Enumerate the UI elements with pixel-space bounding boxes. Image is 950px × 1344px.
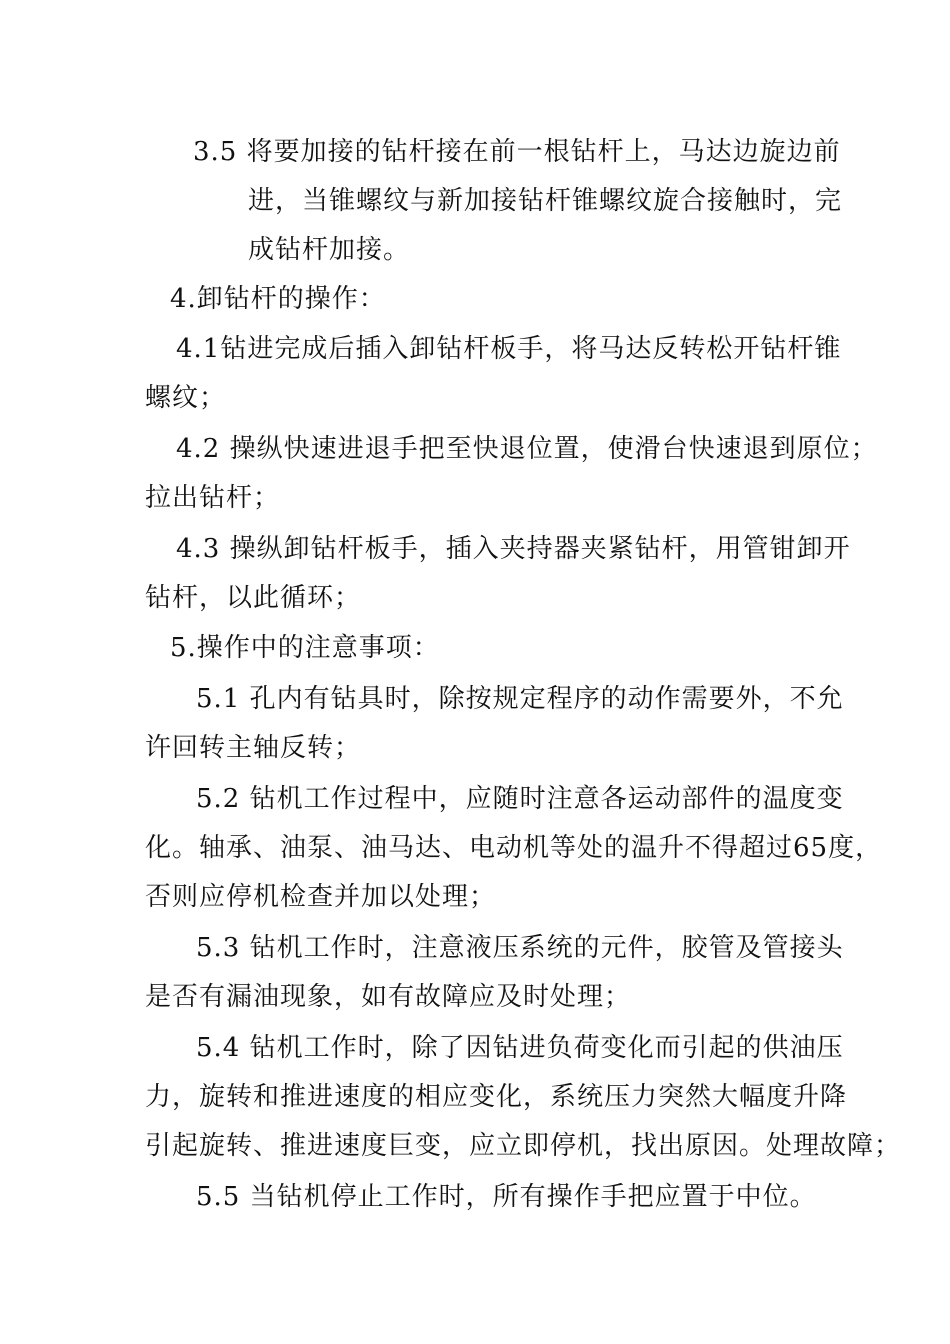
text-line: 3.5 将要加接的钻杆接在前一根钻杆上，马达边旋边前 [193,137,841,167]
section-heading: 4.卸钻杆的操作： [170,284,386,314]
text-line: 5.1 孔内有钻具时，除按规定程序的动作需要外，不允 [196,684,844,714]
text-line: 5.3 钻机工作时，注意液压系统的元件，胶管及管接头 [196,933,844,963]
text-line: 5.4 钻机工作时，除了因钻进负荷变化而引起的供油压 [196,1033,844,1063]
text-line: 5.5 当钻机停止工作时，所有操作手把应置于中位。 [196,1182,817,1212]
section-heading: 5.操作中的注意事项： [170,633,440,663]
text-line: 是否有漏油现象，如有故障应及时处理； [145,982,632,1012]
text-line: 进，当锥螺纹与新加接钻杆锥螺纹旋合接触时，完 [248,186,843,216]
text-line: 化。轴承、油泵、油马达、电动机等处的温升不得超过65度， [145,833,883,863]
text-line: 许回转主轴反转； [145,733,362,763]
text-line: 钻杆，以此循环； [145,583,362,613]
text-line: 4.3 操纵卸钻杆板手，插入夹持器夹紧钻杆，用管钳卸开 [176,534,851,564]
text-line: 拉出钻杆； [145,483,281,513]
text-line: 5.2 钻机工作过程中，应随时注意各运动部件的温度变 [196,784,844,814]
text-line: 成钻杆加接。 [248,235,411,265]
text-line: 引起旋转、推进速度巨变，应立即停机，找出原因。处理故障； [145,1131,902,1161]
text-line: 力，旋转和推进速度的相应变化，系统压力突然大幅度升降 [145,1082,848,1112]
text-line: 螺纹； [145,383,227,413]
text-line: 4.2 操纵快速进退手把至快退位置，使滑台快速退到原位； [176,434,878,464]
text-line: 否则应停机检查并加以处理； [145,882,497,912]
text-line: 4.1钻进完成后插入卸钻杆板手，将马达反转松开钻杆锥 [176,334,842,364]
